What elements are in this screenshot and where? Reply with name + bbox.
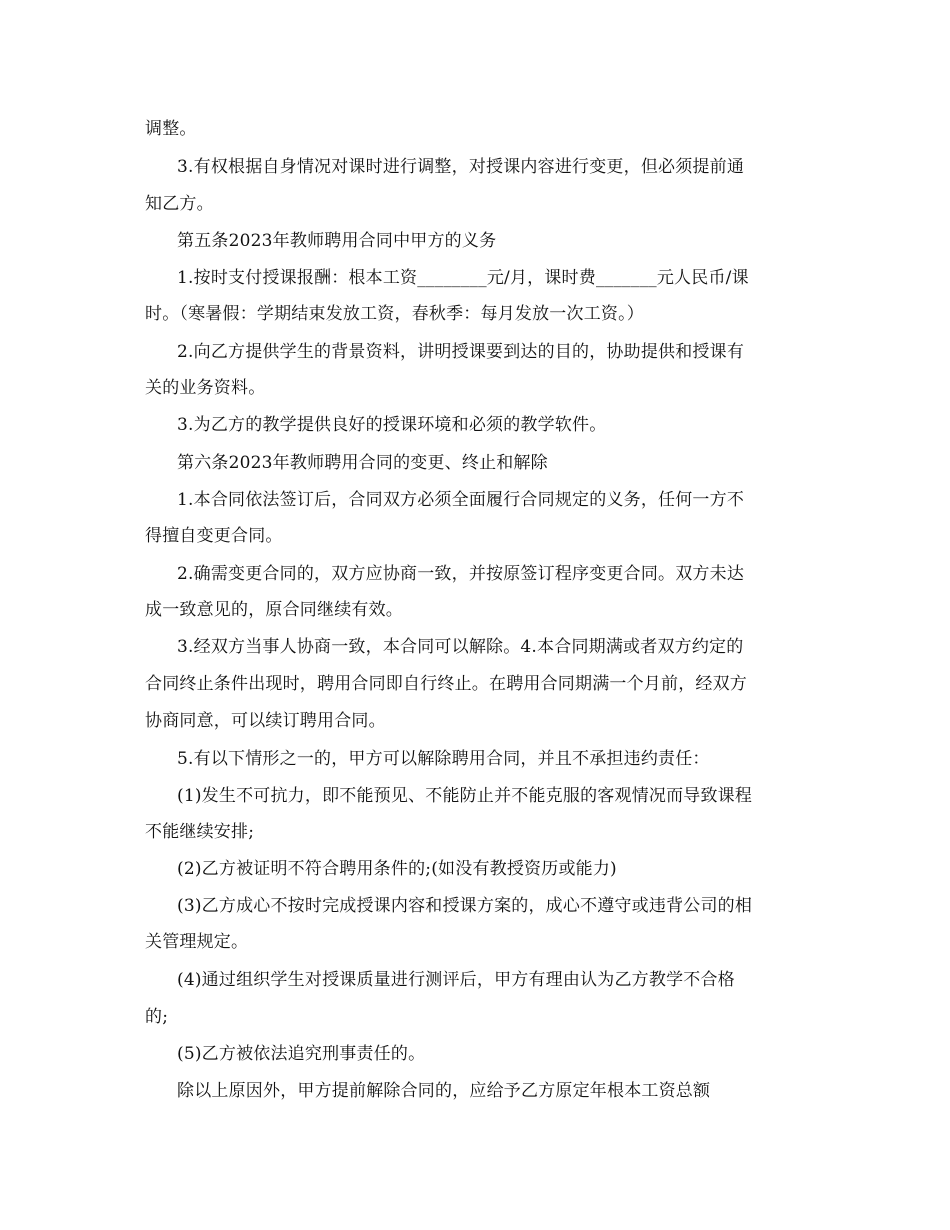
text-line: 2.向乙方提供学生的背景资料，讲明授课要到达的目的，协助提供和授课有 bbox=[177, 342, 745, 362]
text-line: 的; bbox=[145, 1007, 169, 1027]
text-line: (4)通过组织学生对授课质量进行测评后，甲方有理由认为乙方教学不合格 bbox=[177, 970, 735, 990]
text-line: (3)乙方成心不按时完成授课内容和授课方案的，成心不遵守或违背公司的相 bbox=[177, 896, 753, 916]
text-line: 关管理规定。 bbox=[145, 932, 249, 952]
text-line: (5)乙方被依法追究刑事责任的。 bbox=[177, 1044, 426, 1064]
text-line: 2.确需变更合同的，双方应协商一致，并按原签订程序变更合同。双方未达 bbox=[177, 564, 745, 584]
text-line: (1)发生不可抗力，即不能预见、不能防止并不能克服的客观情况而导致课程 bbox=[177, 786, 753, 806]
text-line: 1.本合同依法签订后，合同双方必须全面履行合同规定的义务，任何一方不 bbox=[177, 490, 745, 510]
text-line: 3.经双方当事人协商一致，本合同可以解除。4.本合同期满或者双方约定的 bbox=[177, 637, 744, 657]
text-line: 知乙方。 bbox=[145, 194, 214, 214]
text-line: 3.有权根据自身情况对课时进行调整，对授课内容进行变更，但必须提前通 bbox=[177, 157, 745, 177]
text-line: (2)乙方被证明不符合聘用条件的;(如没有教授资历或能力) bbox=[177, 859, 617, 879]
text-line: 调整。 bbox=[145, 119, 197, 139]
text-line: 成一致意见的，原合同继续有效。 bbox=[145, 600, 403, 620]
text-line: 1.按时支付授课报酬：根本工资________元/月，课时费_______元人民币/课 bbox=[177, 268, 749, 288]
text-line: 协商同意，可以续订聘用合同。 bbox=[145, 711, 386, 731]
text-line: 5.有以下情形之一的，甲方可以解除聘用合同，并且不承担违约责任： bbox=[177, 749, 710, 769]
text-line: 关的业务资料。 bbox=[145, 378, 266, 398]
text-line: 不能继续安排; bbox=[145, 822, 255, 842]
text-line: 得擅自变更合同。 bbox=[145, 526, 283, 546]
text-line: 时。（寒暑假：学期结束发放工资，春秋季：每月发放一次工资。） bbox=[145, 304, 644, 324]
section-heading: 第六条2023年教师聘用合同的变更、终止和解除 bbox=[177, 453, 548, 473]
text-line: 除以上原因外，甲方提前解除合同的，应给予乙方原定年根本工资总额 bbox=[177, 1081, 711, 1101]
text-line: 3.为乙方的教学提供良好的授课环境和必须的教学软件。 bbox=[177, 415, 607, 435]
section-heading: 第五条2023年教师聘用合同中甲方的义务 bbox=[177, 231, 497, 251]
text-line: 合同终止条件出现时，聘用合同即自行终止。在聘用合同期满一个月前，经双方 bbox=[145, 674, 747, 694]
